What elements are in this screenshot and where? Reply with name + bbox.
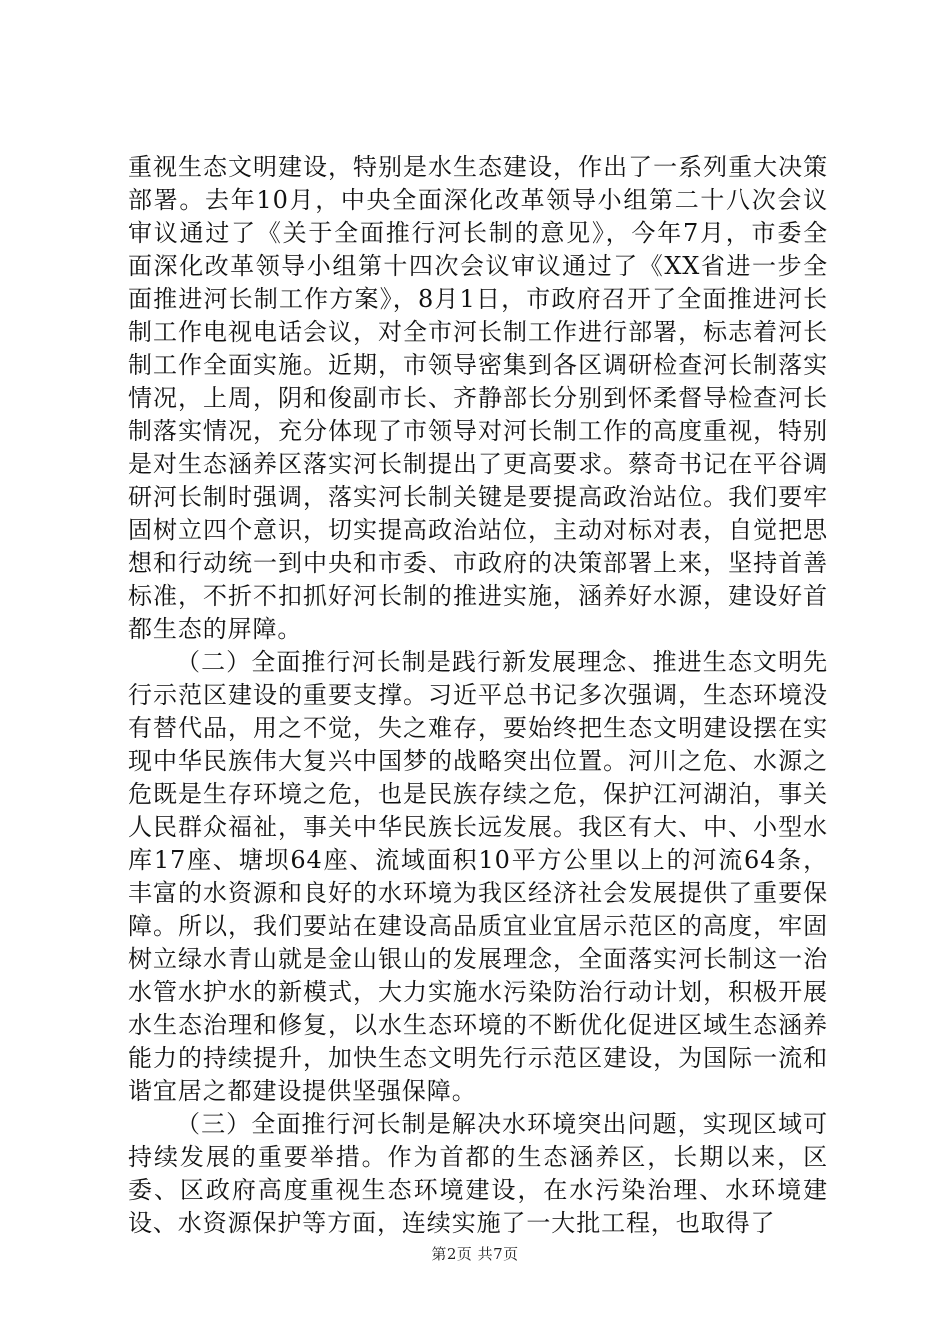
page-number-footer: 第2页 共7页	[431, 1245, 519, 1263]
paragraph-continuation: 重视生态文明建设，特别是水生态建设，作出了一系列重大决策部署。去年10月，中央全面深化改革领导小组第二十八次会议审议通过了《关于全面推行河长制的意见》，今年7月，市委全面深化改革领导小组第十四次会议审议通过了《XX省进一步全面推进河长制工作方案》，8月1日，市政府召开了全面推进河长制工作电视电话会议，对全市河长制工作进行部署，标志着河长制工作全面实施。近期，市领导密集到各区调研检查河长制落实情况，上周，阴和俊副市长、齐静部长分别到怀柔督导检查河长制落实情况，充分体现了市领导对河长制工作的高度重视，特别是对生态涵养区落实河长制提出了更高要求。蔡奇书记在平谷调研河长制时强调，落实河长制关键是要提高政治站位。我们要牢固树立四个意识，切实提高政治站位，主动对标对表，自觉把思想和行动统一到中央和市委、市政府的决策部署上来，坚持首善标准，不折不扣抓好河长制的推进实施，涵养好水源，建设好首都生态的屏障。	[128, 153, 828, 643]
paragraph-section-two: （二）全面推行河长制是践行新发展理念、推进生态文明先行示范区建设的重要支撑。习近平总书记多次强调，生态环境没有替代品，用之不觉，失之难存，要始终把生态文明建设摆在实现中华民族伟大复兴中国梦的战略突出位置。河川之危、水源之危既是生存环境之危，也是民族存续之危，保护江河湖泊，事关人民群众福祉，事关中华民族长远发展。我区有大、中、小型水库17座、塘坝64座、流域面积10平方公里以上的河流64条，丰富的水资源和良好的水环境为我区经济社会发展提供了重要保障。所以，我们要站在建设高品质宜业宜居示范区的高度，牢固树立绿水青山就是金山银山的发展理念，全面落实河长制这一治水管水护水的新模式，大力实施水污染防治行动计划，积极开展水生态治理和修复，以水生态环境的不断优化促进区域生态涵养能力的持续提升，加快生态文明先行示范区建设，为国际一流和谐宜居之都建设提供坚强保障。	[128, 648, 828, 1105]
document-body	[128, 151, 828, 1240]
paragraph-section-three: （三）全面推行河长制是解决水环境突出问题，实现区域可持续发展的重要举措。作为首都的生态涵养区，长期以来，区委、区政府高度重视生态环境建设，在水污染治理、水环境建设、水资源保护等方面，连续实施了一大批工程，也取得了	[128, 1110, 828, 1237]
